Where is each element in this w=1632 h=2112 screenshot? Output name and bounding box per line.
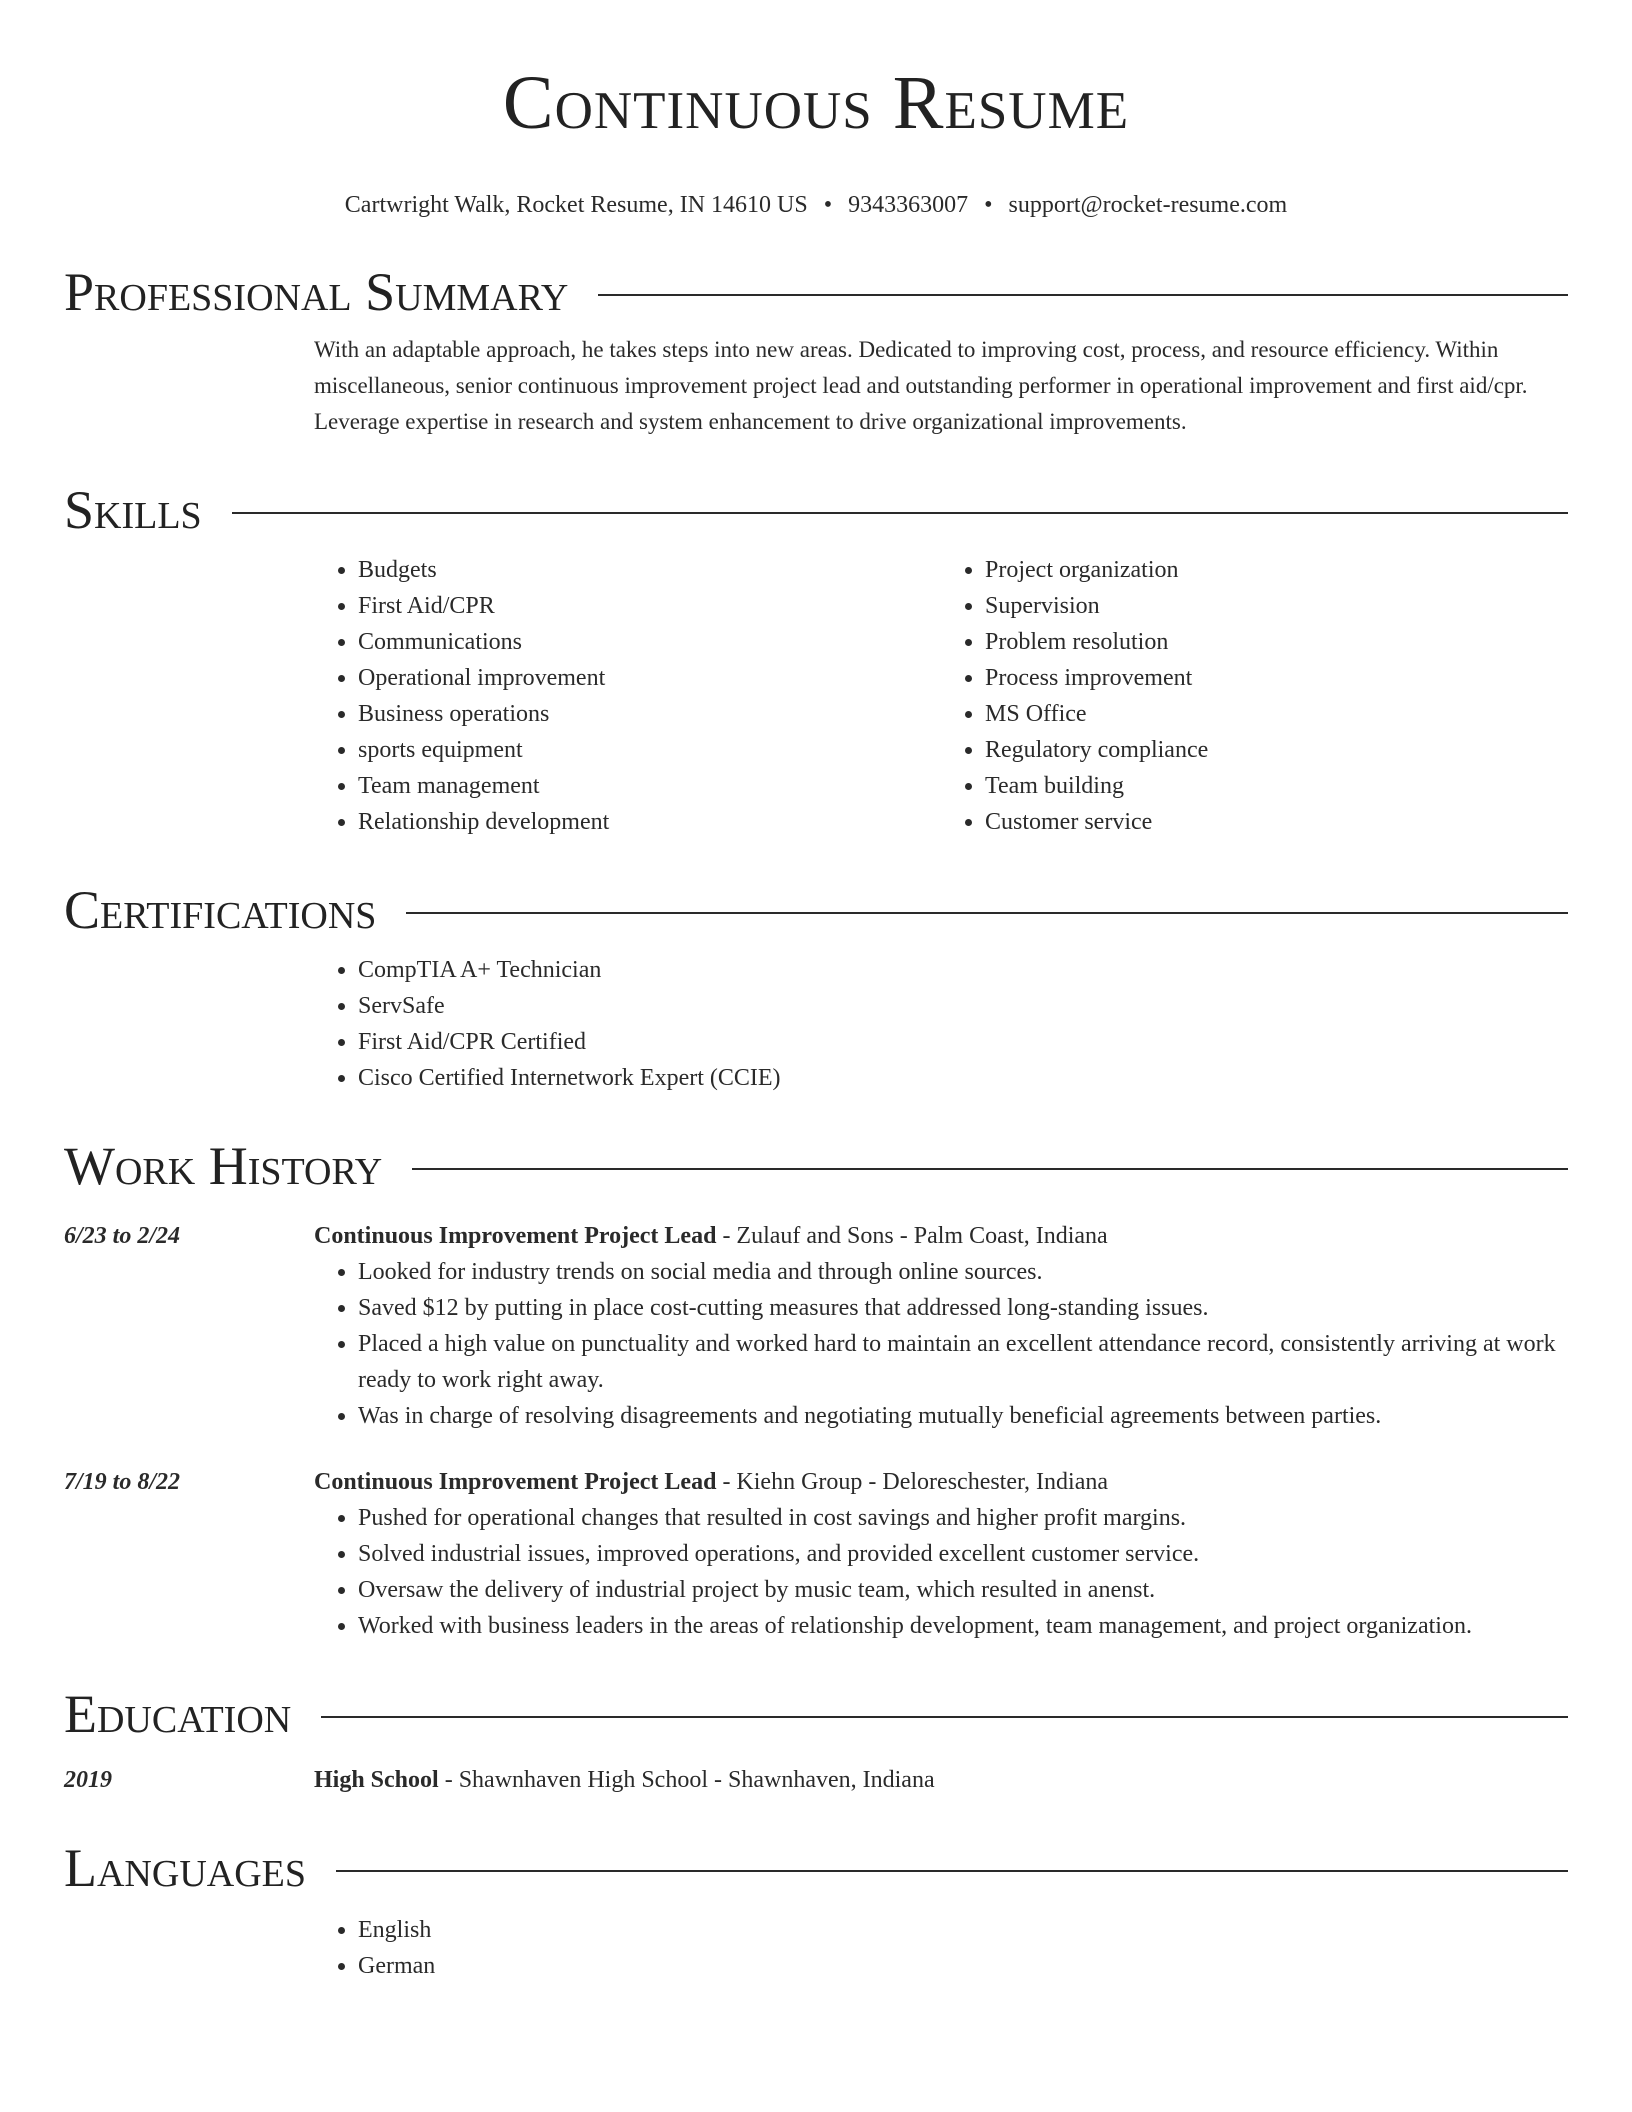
skills-list-left xyxy=(314,552,941,840)
section-divider xyxy=(412,1168,1568,1170)
languages-list xyxy=(314,1912,1568,1984)
job-dates: 6/23 to 2/24 xyxy=(64,1223,181,1249)
job-bullet: • Solved industrial issues, improved operations, and provided excellent customer service. xyxy=(358,1536,1568,1572)
certifications-list xyxy=(314,952,1568,1096)
job-entry xyxy=(64,1464,1568,1644)
job-bullet: • Placed a high value on punctuality and worked hard to maintain an excellent attendance record, consistently arriving at work ready to work right away. xyxy=(358,1326,1568,1398)
summary-section-header xyxy=(64,262,1568,322)
job-title-line xyxy=(314,1218,1568,1254)
skill-item: • Relationship development xyxy=(358,804,941,840)
job-bullet: • Looked for industry trends on social media and through online sources. xyxy=(358,1254,1568,1290)
contact-separator: • xyxy=(984,192,993,218)
skill-item: • MS Office xyxy=(985,696,1568,732)
section-divider xyxy=(406,912,1568,914)
section-divider xyxy=(598,294,1568,296)
job-title-line xyxy=(314,1464,1568,1500)
job-bullet: • Oversaw the delivery of industrial project by music team, which resulted in anenst. xyxy=(358,1572,1568,1608)
education-section-header xyxy=(64,1684,1568,1744)
job-role: Continuous Improvement Project Lead xyxy=(314,1223,717,1249)
work-section-title: Work History xyxy=(64,1136,383,1196)
job-bullet: • Worked with business leaders in the areas of relationship development, team management, and project organization. xyxy=(358,1608,1568,1644)
skills-section-title: Skills xyxy=(64,480,202,540)
certification-item: • First Aid/CPR Certified xyxy=(358,1024,1568,1060)
job-details: - Zulauf and Sons - Palm Coast, Indiana xyxy=(716,1223,1108,1249)
education-line xyxy=(314,1762,1568,1798)
job-bullet: • Saved $12 by putting in place cost-cutting measures that addressed long-standing issues. xyxy=(358,1290,1568,1326)
education-details: - Shawnhaven High School - Shawnhaven, Indiana xyxy=(438,1767,935,1793)
section-divider xyxy=(321,1716,1568,1718)
contact-address: Cartwright Walk, Rocket Resume, IN 14610 US xyxy=(344,192,808,218)
education-degree: High School xyxy=(314,1767,439,1793)
skills-columns xyxy=(314,552,1568,840)
languages-section-header xyxy=(64,1838,1568,1898)
job-body xyxy=(314,1464,1568,1644)
contact-phone: 9343363007 xyxy=(848,192,969,218)
skill-item: • sports equipment xyxy=(358,732,941,768)
skill-item: • First Aid/CPR xyxy=(358,588,941,624)
skill-item: • Business operations xyxy=(358,696,941,732)
skill-item: • Regulatory compliance xyxy=(985,732,1568,768)
job-entry xyxy=(64,1218,1568,1434)
skill-item: • Customer service xyxy=(985,804,1568,840)
resume-name: Continuous Resume xyxy=(502,61,1130,145)
job-bullets xyxy=(314,1254,1568,1434)
work-section-header xyxy=(64,1136,1568,1196)
job-bullets xyxy=(314,1500,1568,1644)
language-item: • German xyxy=(358,1948,1568,1984)
skill-item: • Supervision xyxy=(985,588,1568,624)
languages-block xyxy=(314,1912,1568,1984)
skills-list-right xyxy=(941,552,1568,840)
certifications-section-title: Certifications xyxy=(64,880,377,940)
skill-item: • Problem resolution xyxy=(985,624,1568,660)
certification-item: • ServSafe xyxy=(358,988,1568,1024)
summary-section-title: Professional Summary xyxy=(64,262,569,322)
job-bullet: • Was in charge of resolving disagreements and negotiating mutually beneficial agreements between parties. xyxy=(358,1398,1568,1434)
education-section-title: Education xyxy=(64,1684,292,1744)
contact-email: support@rocket-resume.com xyxy=(1008,192,1288,218)
skill-item: • Team building xyxy=(985,768,1568,804)
language-item: • English xyxy=(358,1912,1568,1948)
job-bullet: • Pushed for operational changes that resulted in cost savings and higher profit margins. xyxy=(358,1500,1568,1536)
skill-item: • Process improvement xyxy=(985,660,1568,696)
skills-section-header xyxy=(64,480,1568,540)
contact-separator: • xyxy=(823,192,833,218)
job-role: Continuous Improvement Project Lead xyxy=(314,1469,717,1495)
job-details: - Kiehn Group - Deloreschester, Indiana xyxy=(716,1469,1108,1495)
skill-item: • Project organization xyxy=(985,552,1568,588)
certification-item: • CompTIA A+ Technician xyxy=(358,952,1568,988)
certifications-block xyxy=(314,952,1568,1096)
education-entry xyxy=(64,1762,1568,1798)
contact-line xyxy=(64,188,1568,222)
certification-item: • Cisco Certified Internetwork Expert (CCIE) xyxy=(358,1060,1568,1096)
section-divider xyxy=(232,512,1568,514)
job-body xyxy=(314,1218,1568,1434)
languages-section-title: Languages xyxy=(64,1838,306,1898)
summary-text: With an adaptable approach, he takes steps into new areas. Dedicated to improving cost, process, and resource efficiency. Within miscellaneous, senior continuous improvement project lead and outstanding performer in operational improvement and first aid/cpr. Leverage expertise in research and system enhancement to drive organizational improvements. xyxy=(314,337,1528,434)
skill-item: • Budgets xyxy=(358,552,941,588)
skill-item: • Team management xyxy=(358,768,941,804)
skill-item: • Operational improvement xyxy=(358,660,941,696)
section-divider xyxy=(336,1870,1568,1872)
skill-item: • Communications xyxy=(358,624,941,660)
certifications-section-header xyxy=(64,880,1568,940)
education-year: 2019 xyxy=(64,1767,112,1793)
job-dates: 7/19 to 8/22 xyxy=(64,1469,181,1495)
